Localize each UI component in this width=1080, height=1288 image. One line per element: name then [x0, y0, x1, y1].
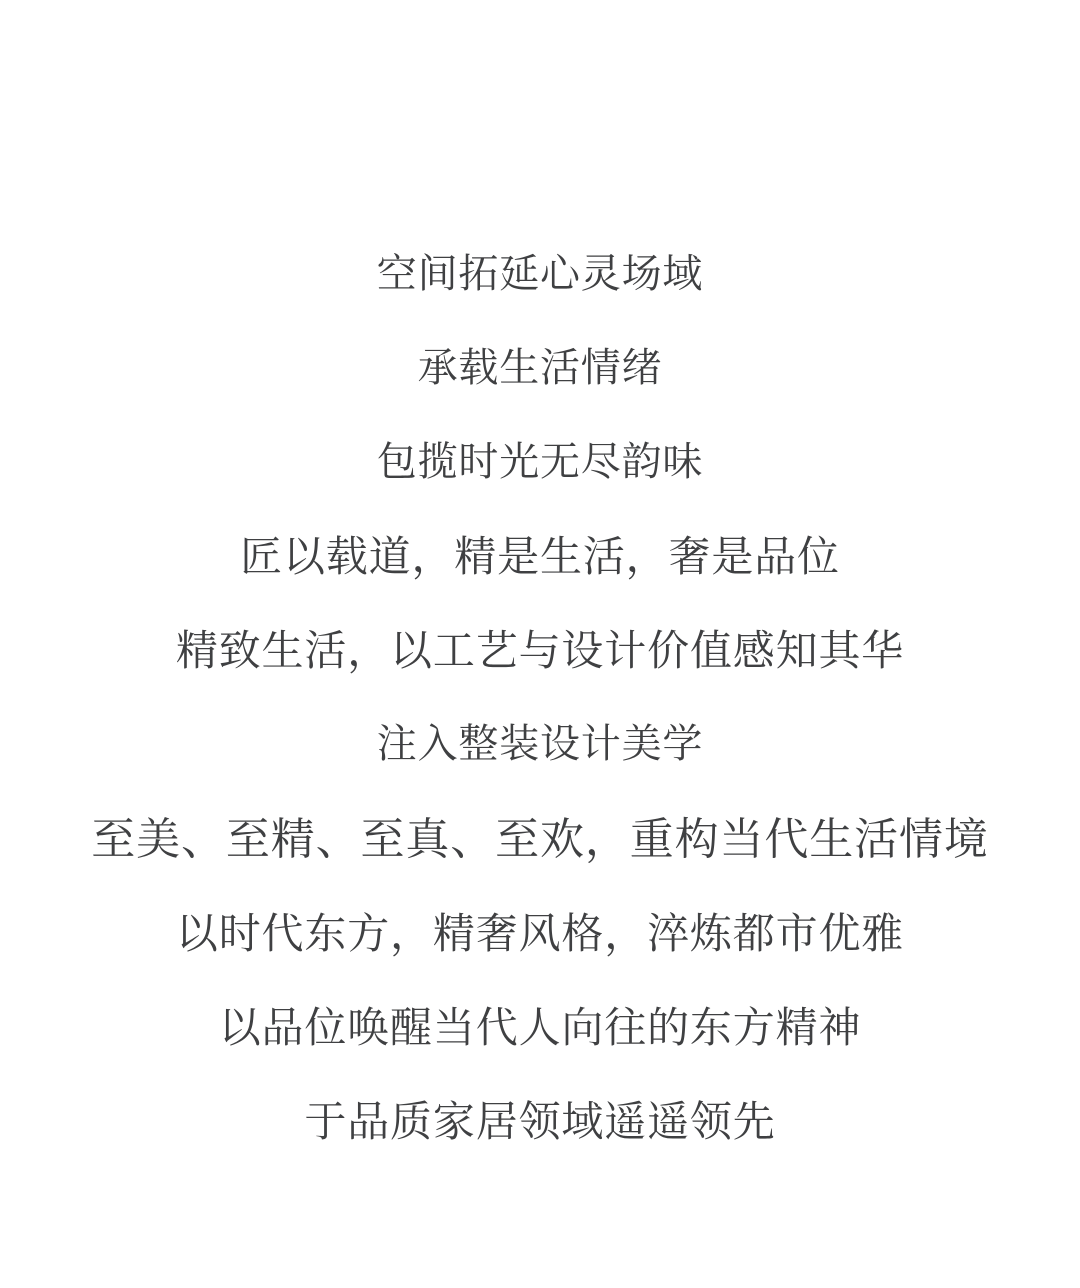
copy-line-6: 注入整装设计美学: [376, 722, 704, 767]
copy-line-8: 以时代东方，精奢风格，淬炼都市优雅: [175, 909, 905, 957]
copy-line-10: 于品质家居领域遥遥领先: [304, 1098, 776, 1146]
copy-line-5: 精致生活，以工艺与设计价值感知其华: [175, 627, 905, 675]
copy-line-7: 至美、至精、至真、至欢，重构当代生活情境: [91, 815, 989, 865]
copy-line-4: 匠以载道，精是生活，奢是品位: [240, 533, 840, 580]
copy-line-1: 空间拓延心灵场域: [376, 252, 704, 296]
copy-line-9: 以品位唤醒当代人向往的东方精神: [218, 1003, 862, 1051]
copy-line-2: 承载生活情绪: [417, 346, 663, 390]
copy-line-3: 包揽时光无尽韵味: [376, 440, 704, 484]
brand-copy-block: [0, 252, 1080, 1145]
